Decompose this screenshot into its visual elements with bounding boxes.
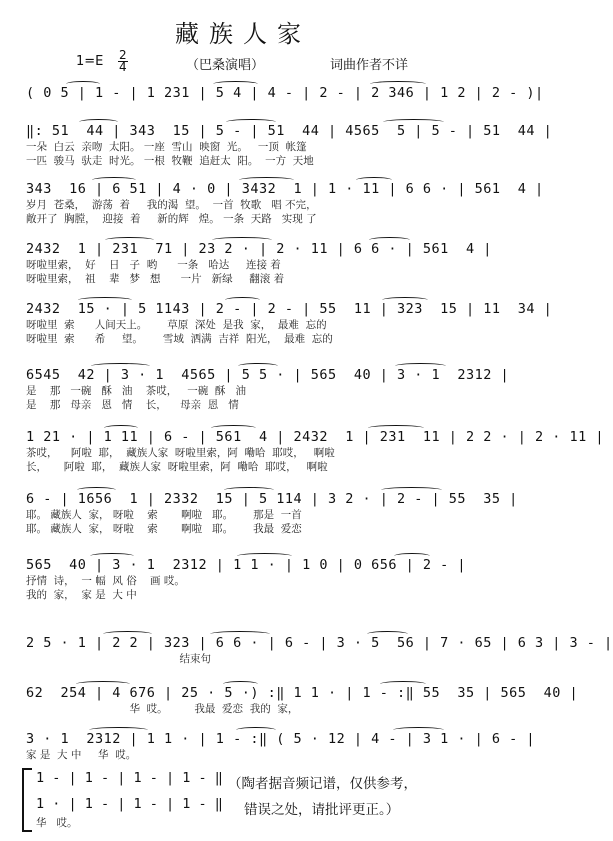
- lyric-row: 呀啦里索， 好 日 子 哟 一条 哈达 连接 着: [26, 259, 281, 271]
- slur-mark: [395, 363, 446, 369]
- slur-mark: [356, 177, 392, 183]
- slur-mark: [90, 553, 134, 559]
- notation-row: ( 0 5 | 1 - | 1 231 | 5 4 | 4 - | 2 - | 2 346 | 1 2 | 2 - )|: [26, 85, 544, 101]
- lyric-row: 岁月 苍桑， 游荡 着 我的渴 望。 一首 牧歌 唱 不完，: [26, 199, 317, 211]
- lyric-row: 我的 家， 家 是 大 中: [26, 589, 137, 601]
- slur-mark: [393, 727, 444, 733]
- slur-mark: [237, 553, 292, 559]
- slur-mark: [225, 297, 260, 303]
- notation-row: 2 5 · 1 | 2 2 | 323 | 6 6 · | 6 - | 3 · 5 56 | 7 · 65 | 6 3 | 3 - |: [26, 635, 613, 651]
- score-line: [26, 122, 553, 168]
- slur-mark: [92, 177, 136, 183]
- notation-row: 2432 1 | 231 71 | 23 2 · | 2 · 11 | 6 6 · | 561 4 |: [26, 241, 492, 257]
- key-signature: 1=E: [76, 54, 104, 69]
- score-line: [26, 684, 579, 716]
- notation-row: 3 · 1 2312 | 1 1 · | 1 - :‖ ( 5 · 12 | 4 - | 3 1 · | 6 - |: [26, 731, 536, 747]
- slur-mark: [79, 119, 118, 125]
- slur-mark: [226, 119, 276, 125]
- score-line: [26, 428, 605, 474]
- score-line: [26, 730, 536, 762]
- score-line: [26, 490, 518, 536]
- lyric-row: 耶。 藏族人 家， 呀啦 索 啊啦 耶。 我最 爱恋: [26, 523, 302, 535]
- song-title: 藏族人家: [175, 20, 311, 48]
- slur-mark: [210, 631, 270, 637]
- transcriber-remark-2: 错误之处，请批评更正。）: [244, 802, 400, 818]
- slur-mark: [367, 631, 408, 637]
- time-signature-top: 2: [119, 48, 127, 62]
- lyric-row: 敞开了 胸膛， 迎接 着 新的辉 煌。 一条 天路 实现 了: [26, 213, 317, 225]
- ending-notes-bottom: 1 · | 1 - | 1 - | 1 - ‖: [36, 796, 223, 812]
- slur-mark: [368, 425, 424, 431]
- ending-bracket: [22, 768, 32, 832]
- ending-block: [22, 766, 466, 830]
- lyric-row: 家 是 大 中 华 哎。: [26, 749, 137, 761]
- slur-mark: [212, 237, 272, 243]
- notation-row: 565 40 | 3 · 1 2312 | 1 1 · | 1 0 | 0 656 | 2 - |: [26, 557, 467, 573]
- score-line: [26, 366, 510, 412]
- score-line: [26, 240, 492, 286]
- slur-mark: [370, 81, 426, 87]
- lyric-row: 是 那 一碗 酥 油 茶哎， 一碗 酥 油: [26, 385, 246, 397]
- notation-row: 343 16 | 6 51 | 4 · 0 | 3432 1 | 1 · 11 | 6 6 · | 561 4 |: [26, 181, 544, 197]
- notation-row: ‖: 51 44 | 343 15 | 5 - | 51 44 | 4565 5 | 5 - | 51 44 |: [26, 123, 553, 139]
- slur-mark: [394, 553, 430, 559]
- lyric-row: 是 那 母亲 恩 情 长， 母亲 恩 情: [26, 399, 239, 411]
- ending-notes-top: 1 - | 1 - | 1 - | 1 - ‖: [36, 770, 223, 786]
- lyric-row: 呀啦里索， 祖 辈 梦 想 一片 新绿 翻滚 着: [26, 273, 285, 285]
- notation-row: 2432 15 · | 5 1143 | 2 - | 2 - | 55 11 | 323 15 | 11 34 |: [26, 301, 553, 317]
- time-signature: [118, 50, 128, 73]
- slur-mark: [213, 81, 258, 87]
- slur-mark: [103, 631, 152, 637]
- slur-mark: [211, 425, 256, 431]
- score-line: [26, 634, 613, 666]
- score-line: [26, 84, 544, 102]
- credits-note: 词曲作者不详: [330, 58, 409, 73]
- slur-mark: [76, 681, 130, 687]
- lyric-row: 茶哎， 阿啦 耶， 藏族人家 呀啦里索，阿 嘞哈 耶哎， 啊啦: [26, 447, 335, 459]
- slur-mark: [89, 727, 148, 733]
- slur-mark: [224, 487, 274, 493]
- notation-row: 1 21 · | 1 11 | 6 - | 561 4 | 2432 1 | 231 11 | 2 2 · | 2 · 11 |: [26, 429, 605, 445]
- lyric-row: 呀啦里 索 希 望。 雪域 洒满 吉祥 阳光， 最难 忘的: [26, 333, 333, 345]
- notation-row: 6545 42 | 3 · 1 4565 | 5 5 · | 565 40 | 3 · 1 2312 |: [26, 367, 510, 383]
- lyric-row: 华 哎。 我最 爱恋 我的 家，: [26, 703, 299, 715]
- slur-mark: [66, 81, 100, 87]
- slur-mark: [105, 237, 154, 243]
- slur-mark: [78, 297, 132, 303]
- slur-mark: [238, 363, 278, 369]
- time-signature-bottom: 4: [119, 60, 127, 74]
- lyric-row: 一匹 骏马 驮走 时光。 一根 牧鞭 追赶太 阳。 一方 天地: [26, 155, 314, 167]
- notation-row: 6 - | 1656 1 | 2332 15 | 5 114 | 3 2 · | 2 - | 55 35 |: [26, 491, 518, 507]
- slur-mark: [104, 425, 138, 431]
- slur-mark: [223, 681, 258, 687]
- slur-mark: [77, 487, 116, 493]
- lyric-row: 结束句: [26, 653, 212, 665]
- lyric-row: 长， 阿啦 耶， 藏族人家 呀啦里索，阿 嘞哈 耶哎， 啊啦: [26, 461, 328, 473]
- transcriber-remark-1: （陶者据音频记谱，仅供参考，: [228, 776, 417, 792]
- slur-mark: [369, 237, 410, 243]
- slur-mark: [382, 297, 428, 303]
- lyric-row: 一朵 白云 亲吻 太阳。 一座 雪山 映窗 光。 一顶 帐篷: [26, 141, 307, 153]
- slur-mark: [381, 487, 442, 493]
- lyric-row: 抒情 诗， 一 幅 风 俗 画 哎。: [26, 575, 185, 587]
- score-line: [26, 180, 544, 226]
- lyric-row: 耶。 藏族人 家， 呀啦 索 啊啦 耶。 那是 一首: [26, 509, 302, 521]
- singer-note: （巴桑演唱）: [186, 58, 265, 73]
- slur-mark: [236, 727, 276, 733]
- slur-mark: [380, 681, 426, 687]
- score-line: [26, 556, 466, 602]
- ending-lyric: 华 哎。: [36, 817, 78, 829]
- slur-mark: [383, 119, 444, 125]
- lyric-row: 呀啦里 索 人间天上。 草原 深处 是我 家， 最难 忘的: [26, 319, 327, 331]
- notation-row: 62 254 | 4 676 | 25 · 5 ·) :‖ 1 1 · | 1 - :‖ 55 35 | 565 40 |: [26, 685, 579, 701]
- slur-mark: [239, 177, 294, 183]
- slur-mark: [91, 363, 150, 369]
- score-line: [26, 300, 553, 346]
